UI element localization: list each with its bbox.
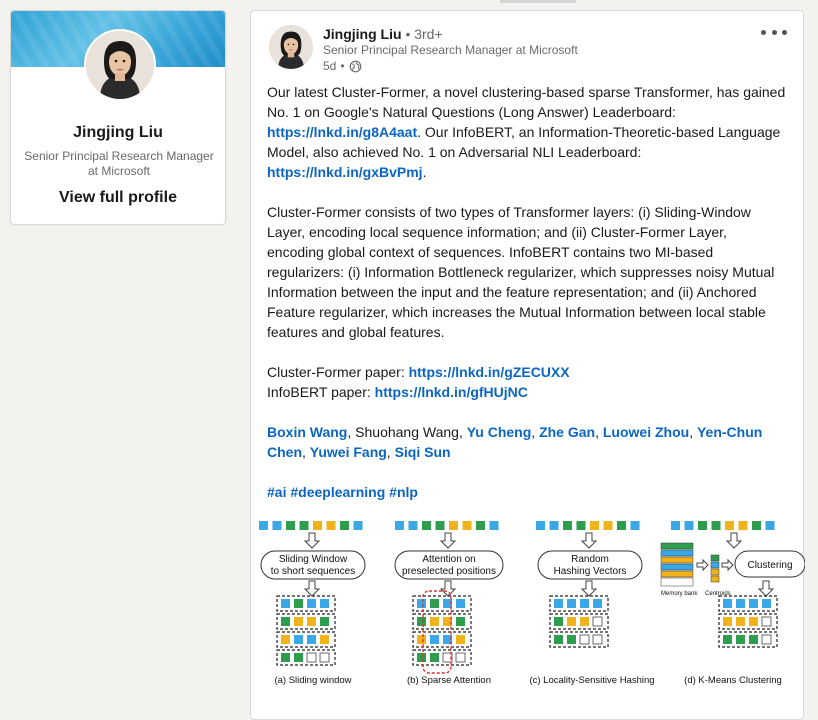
token-square	[736, 599, 745, 608]
link-infobert-paper[interactable]: https://lnkd.in/gfHUjNC	[374, 384, 528, 400]
token-square	[749, 617, 758, 626]
profile-avatar[interactable]	[84, 29, 156, 101]
panel-kmeans-clustering	[661, 521, 805, 686]
panel-box-line1: Sliding Window	[278, 554, 348, 565]
dot-icon	[782, 30, 787, 35]
token-square	[749, 635, 758, 644]
author-headline: Senior Principal Research Manager at Microsoft	[323, 43, 578, 57]
token-square	[476, 521, 485, 530]
token-square	[723, 635, 732, 644]
token-square	[354, 521, 363, 530]
post-meta	[323, 59, 362, 73]
attention-grid	[413, 591, 471, 673]
token-square	[430, 599, 439, 608]
token-square	[430, 653, 439, 662]
hashtag-nlp[interactable]: #nlp	[389, 484, 418, 500]
arrow-down-icon	[727, 533, 741, 548]
arrow-right-icon	[697, 560, 708, 570]
post-mentions: Boxin Wang, Shuohang Wang, Yu Cheng, Zhe Gan, Luowei Zhou, Yen-Chun Chen, Yuwei Fang, Siqi Sun	[267, 424, 763, 460]
arrow-down-icon	[441, 581, 455, 596]
token-square	[294, 617, 303, 626]
token-square	[417, 599, 426, 608]
token-square	[554, 635, 563, 644]
meta-separator: •	[340, 59, 345, 73]
token-square	[752, 521, 761, 530]
token-square	[739, 521, 748, 530]
token-square	[671, 521, 680, 530]
post-body	[267, 82, 787, 502]
panel-caption: (c) Locality-Sensitive Hashing	[529, 675, 655, 686]
token-square	[563, 521, 572, 530]
token-square	[327, 521, 336, 530]
memory-bank-label: Memory bank	[661, 591, 698, 597]
token-square	[604, 521, 613, 530]
memory-row	[661, 550, 693, 556]
token-square	[430, 617, 439, 626]
dot-icon	[761, 30, 766, 35]
token-square	[593, 617, 602, 626]
token-square	[554, 599, 563, 608]
token-square	[762, 599, 771, 608]
arrow-down-icon	[582, 581, 596, 596]
token-square	[593, 599, 602, 608]
token-square	[567, 617, 576, 626]
link-cluster-former-paper[interactable]: https://lnkd.in/gZECUXX	[408, 364, 570, 380]
token-square	[536, 521, 545, 530]
token-square	[580, 617, 589, 626]
token-square	[320, 617, 329, 626]
panel-caption: (b) Sparse Attention	[407, 675, 491, 686]
input-sequence	[395, 521, 499, 530]
arrow-down-icon	[441, 533, 455, 548]
token-square	[736, 635, 745, 644]
token-square	[554, 617, 563, 626]
token-square	[577, 521, 586, 530]
centroids-label: Centroids	[705, 591, 731, 597]
token-square	[307, 617, 316, 626]
token-square	[567, 599, 576, 608]
panel-box-line2: preselected positions	[402, 566, 496, 577]
profile-card	[10, 10, 226, 225]
profile-headline	[21, 149, 217, 179]
token-square	[294, 599, 303, 608]
panel-caption: (a) Sliding window	[274, 675, 352, 686]
centroid-square	[711, 569, 719, 575]
post-paragraph-2: Cluster-Former consists of two types of Transformer layers: (i) Sliding-Window Layer, encoding local sequence information; and (ii) Cluster-Former Layer, encoding global context of sequences. InfoBERT contains two MI-based regularizers: (i) Information Bottleneck regularizer, which suppresses noisy Mutual Information between the input and the feature representation; and (ii) Anchored Feature regularizer, which increases the Mutual Information between local stable features and global features.	[267, 204, 775, 340]
attention-grid	[550, 596, 608, 647]
panel-locality-sensitive-hashing	[529, 521, 654, 686]
token-square	[580, 635, 589, 644]
author-avatar[interactable]	[269, 25, 313, 69]
token-square	[281, 635, 290, 644]
token-square	[766, 521, 775, 530]
mention-yuwei-fang[interactable]: Yuwei Fang	[309, 444, 387, 460]
post-paragraph-1: Our latest Cluster-Former, a novel clustering-based sparse Transformer, has gained No. 1 on Google's Natural Questions (Long Answer) Leaderboard: https://lnkd.in/g8A4aat. Our InfoBERT, an Information-Theoretic-based Language Model, also achieved No. 1 on Adversarial NLI Leaderboard: https://lnkd.in/gxBvPmj.	[267, 84, 786, 180]
token-square	[430, 635, 439, 644]
attention-grid	[277, 596, 335, 665]
arrow-down-icon	[759, 581, 773, 596]
token-square	[300, 521, 309, 530]
link-infobert-leaderboard[interactable]: https://lnkd.in/gxBvPmj	[267, 164, 423, 180]
arrow-down-icon	[305, 533, 319, 548]
mention-siqi-sun[interactable]: Siqi Sun	[394, 444, 451, 460]
mention-yen-chun-chen[interactable]: Yen-Chun Chen	[267, 424, 763, 460]
input-sequence	[536, 521, 640, 530]
token-square	[294, 653, 303, 662]
token-square	[685, 521, 694, 530]
panel-box-line2: to short sequences	[270, 566, 356, 577]
token-square	[449, 521, 458, 530]
attention-grid	[719, 596, 777, 647]
memory-row	[661, 578, 693, 586]
token-square	[590, 521, 599, 530]
token-square	[723, 617, 732, 626]
token-square	[593, 635, 602, 644]
token-square	[567, 635, 576, 644]
panel-sparse-attention	[395, 521, 503, 686]
token-square	[281, 617, 290, 626]
token-square	[340, 521, 349, 530]
arrow-down-icon	[582, 533, 596, 548]
token-square	[259, 521, 268, 530]
token-square	[456, 635, 465, 644]
token-square	[712, 521, 721, 530]
input-sequence	[671, 521, 775, 530]
profile-name[interactable]: Jingjing Liu	[73, 124, 163, 141]
arrow-down-icon	[305, 581, 319, 596]
token-square	[422, 521, 431, 530]
token-square	[490, 521, 499, 530]
post-hashtags	[267, 482, 787, 502]
link-cluster-former-leaderboard[interactable]: https://lnkd.in/g8A4aat	[267, 124, 418, 140]
panel-box-line2: Hashing Vectors	[553, 566, 627, 577]
mention-yu-cheng[interactable]: Yu Cheng	[466, 424, 532, 440]
more-options-button[interactable]	[761, 25, 787, 39]
token-square	[456, 599, 465, 608]
token-square	[307, 653, 316, 662]
post-figure-image[interactable]	[251, 511, 805, 705]
centroid-square	[711, 555, 719, 561]
token-square	[456, 617, 465, 626]
token-square	[395, 521, 404, 530]
token-square	[762, 635, 771, 644]
token-square	[749, 599, 758, 608]
post-card	[250, 10, 804, 720]
token-square	[417, 653, 426, 662]
centroid-square	[711, 576, 719, 582]
post-paper-2: InfoBERT paper: https://lnkd.in/gfHUjNC	[267, 384, 528, 400]
profile-headline-line1: Senior Principal Research Manager	[24, 149, 214, 163]
token-square	[762, 617, 771, 626]
token-square	[456, 653, 465, 662]
token-square	[417, 617, 426, 626]
mention-zhe-gan[interactable]: Zhe Gan	[539, 424, 596, 440]
token-square	[463, 521, 472, 530]
token-square	[631, 521, 640, 530]
token-square	[281, 653, 290, 662]
memory-row	[661, 564, 693, 570]
input-sequence	[259, 521, 363, 530]
token-square	[436, 521, 445, 530]
hashtag-deeplearning[interactable]: #deeplearning	[290, 484, 386, 500]
token-square	[281, 599, 290, 608]
panel-caption: (d) K-Means Clustering	[684, 675, 782, 686]
token-square	[580, 599, 589, 608]
profile-headline-line2: at Microsoft	[87, 164, 150, 178]
memory-row	[661, 557, 693, 563]
dot-icon	[772, 30, 777, 35]
token-square	[294, 635, 303, 644]
view-full-profile-link[interactable]: View full profile	[59, 189, 177, 206]
token-square	[409, 521, 418, 530]
token-square	[698, 521, 707, 530]
centroids	[711, 555, 719, 582]
post-time: 5d	[323, 59, 337, 73]
token-square	[736, 617, 745, 626]
token-square	[723, 599, 732, 608]
token-square	[286, 521, 295, 530]
token-square	[307, 635, 316, 644]
author-name[interactable]: Jingjing Liu	[323, 26, 402, 42]
top-scroll-indicator	[500, 0, 576, 3]
token-square	[313, 521, 322, 530]
post-paper-1: Cluster-Former paper: https://lnkd.in/gZECUXX	[267, 364, 570, 380]
author-line	[323, 26, 443, 42]
token-square	[320, 653, 329, 662]
token-square	[617, 521, 626, 530]
panel-box-line1: Attention on	[422, 554, 476, 565]
hashtag-ai[interactable]: #ai	[267, 484, 287, 500]
globe-icon	[349, 60, 362, 73]
token-square	[320, 635, 329, 644]
panel-box-line1: Random	[571, 554, 609, 565]
memory-row	[661, 543, 693, 549]
mention-boxin-wang[interactable]: Boxin Wang	[267, 424, 348, 440]
token-square	[417, 635, 426, 644]
centroid-square	[711, 562, 719, 568]
arrow-right-icon	[722, 560, 733, 570]
token-square	[307, 599, 316, 608]
panel-box-line1: Clustering	[747, 560, 793, 571]
token-square	[725, 521, 734, 530]
memory-bank	[661, 543, 693, 586]
connection-degree: • 3rd+	[405, 26, 443, 42]
mention-luowei-zhou[interactable]: Luowei Zhou	[602, 424, 690, 440]
panel-sliding-window	[259, 521, 365, 686]
token-square	[550, 521, 559, 530]
memory-row	[661, 571, 693, 577]
token-square	[273, 521, 282, 530]
token-square	[320, 599, 329, 608]
